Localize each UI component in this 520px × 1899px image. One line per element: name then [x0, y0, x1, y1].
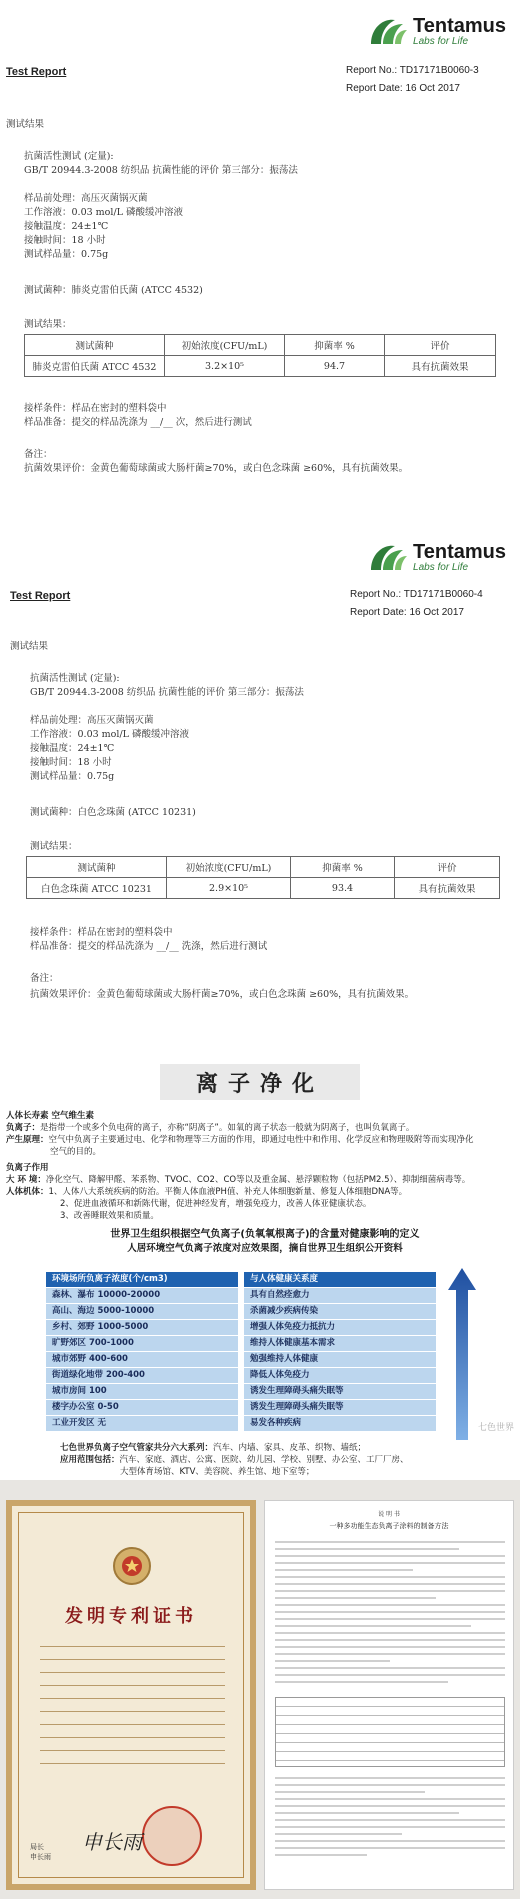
- certificate-text-lines: [40, 1646, 225, 1776]
- ion-banner: [160, 1064, 360, 1100]
- test-name: 抗菌活性测试 (定量):: [30, 673, 120, 684]
- ion-table-row: [46, 1400, 436, 1415]
- certificates-section: [0, 1480, 520, 1899]
- ion-table-cell: 具有自然痊愈力: [244, 1288, 436, 1303]
- ion-foot-text: 汽车、家庭、酒店、公寓、医院、幼儿园、学校、别墅、办公室、工厂厂房、: [119, 1455, 409, 1465]
- red-seal-icon: [142, 1806, 202, 1866]
- ion-line: [50, 1146, 101, 1158]
- ion-table-cell: 乡村、郊野 1000-5000: [46, 1320, 238, 1335]
- ion-line: [6, 1110, 94, 1122]
- ion-foot-line: [60, 1454, 409, 1466]
- test-standard: GB/T 20944.3-2008 纺织品 抗菌性能的评价 第三部分：振荡法: [30, 687, 304, 698]
- ion-table-cell: 维持人体健康基本需求: [244, 1336, 436, 1351]
- ion-table-cell: 易发各种疾病: [244, 1416, 436, 1431]
- table-cell: 2.9×10⁵: [167, 878, 291, 899]
- ion-line: [6, 1174, 516, 1186]
- report-meta: [350, 586, 483, 622]
- ion-line-text: 空气的目的。: [50, 1147, 102, 1157]
- logo-tagline: Labs for Life: [413, 36, 469, 47]
- ion-table-cell: 森林、瀑布 10000-20000: [46, 1288, 238, 1303]
- patent-specification: [264, 1500, 514, 1890]
- ion-line: [6, 1122, 516, 1134]
- ion-purification-section: [0, 1050, 520, 1480]
- contact-temperature: 接触温度：24±1℃: [30, 743, 115, 754]
- table-header: 抑菌率 %: [285, 335, 385, 356]
- certificate-title: 发明专利证书: [65, 1606, 197, 1627]
- director-signature: 申长雨: [82, 1830, 142, 1854]
- table-row: [27, 878, 500, 899]
- test-strain: 测试菌种：肺炎克雷伯氏菌 (ATCC 4532): [24, 285, 203, 296]
- report-date: Report Date: 16 Oct 2017: [350, 607, 464, 618]
- sample-preparation: 样品准备：提交的样品洗涤为 __/__ 次，然后进行测试: [24, 417, 252, 428]
- tentamus-logo: [365, 540, 506, 576]
- ion-line-label: 产生原理：: [6, 1135, 49, 1145]
- specification-title: 一种多功能生态负离子涂料的制备方法: [329, 1522, 449, 1530]
- table-cell: 白色念珠菌 ATCC 10231: [27, 878, 167, 899]
- specification-text-block: [275, 1541, 505, 1688]
- contact-time: 接触时间：18 小时: [24, 235, 106, 246]
- ion-line-text: 3、改善睡眠效果和质量。: [60, 1211, 159, 1221]
- ion-table-header: 与人体健康关系度: [244, 1272, 436, 1287]
- contact-time: 接触时间：18 小时: [30, 757, 112, 768]
- ion-table-row: [46, 1288, 436, 1303]
- ion-table-row: [46, 1416, 436, 1431]
- test-report-2: [0, 530, 520, 1050]
- ion-table-row: [46, 1352, 436, 1367]
- table-header: 测试菌种: [27, 857, 167, 878]
- table-cell: 93.4: [291, 878, 395, 899]
- ion-line-label: 负离子：: [6, 1123, 41, 1133]
- ion-line-label: 负离子作用: [6, 1163, 49, 1173]
- report-title: Test Report: [10, 590, 71, 602]
- working-solution: 工作溶液：0.03 mol/L 磷酸缓冲溶液: [24, 207, 183, 218]
- note-text: 抗菌效果评价：金黄色葡萄球菌或大肠杆菌≥70%，或白色念珠菌 ≥60%，具有抗菌效果。: [30, 989, 415, 1000]
- ion-line: [6, 1134, 516, 1146]
- logo-tagline: Labs for Life: [413, 562, 469, 573]
- table-cell: 肺炎克雷伯氏菌 ATCC 4532: [25, 356, 165, 377]
- ion-foot-text: 大型体育场馆、KTV、美容院、养生馆、地下室等；: [120, 1467, 315, 1477]
- tentamus-logo: [365, 14, 506, 50]
- ion-foot-label: 应用范围包括：: [60, 1455, 120, 1465]
- table-cell: 具有抗菌效果: [385, 356, 496, 377]
- table-header: 评价: [395, 857, 500, 878]
- sample-mass: 测试样品量：0.75g: [30, 771, 115, 782]
- ion-table-row: [46, 1320, 436, 1335]
- table-cell: 3.2×10⁵: [165, 356, 285, 377]
- specification-table: [275, 1697, 505, 1767]
- ion-table-cell: 杀菌减少疾病传染: [244, 1304, 436, 1319]
- ion-table-cell: 城市房间 100: [46, 1384, 238, 1399]
- receipt-condition: 接样条件：样品在密封的塑料袋中: [24, 403, 167, 414]
- ion-line-text: 2、促进血液循环和新陈代谢，促进神经发育，增强免疫力，改善人体亚健康状态。: [60, 1199, 372, 1209]
- ion-table-header: 环境场所负离子浓度(个/cm3): [46, 1272, 238, 1287]
- logo-name: Tentamus: [413, 541, 506, 563]
- table-header: 抑菌率 %: [291, 857, 395, 878]
- note-label: 备注：: [30, 973, 59, 984]
- ion-table-cell: 旷野郊区 700-1000: [46, 1336, 238, 1351]
- sample-preparation: 样品准备：提交的样品洗涤为 __/__ 洗涤，然后进行测试: [30, 941, 268, 952]
- ion-table-header-row: [46, 1272, 436, 1287]
- table-cell: 具有抗菌效果: [395, 878, 500, 899]
- ion-table-cell: 增强人体免疫力抵抗力: [244, 1320, 436, 1335]
- tentamus-globe-icon: [365, 540, 409, 576]
- national-emblem-icon: [112, 1546, 152, 1586]
- ion-table-cell: 城市郊野 400-600: [46, 1352, 238, 1367]
- table-cell: 94.7: [285, 356, 385, 377]
- ion-table-cell: 勉强维持人体健康: [244, 1352, 436, 1367]
- ion-line-label: 人体机体：: [6, 1187, 49, 1197]
- report-date: Report Date: 16 Oct 2017: [346, 83, 460, 94]
- test-strain: 测试菌种：白色念珠菌 (ATCC 10231): [30, 807, 196, 818]
- ion-line-text: 净化空气、降解甲醛、苯系物、TVOC、CO2、CO等以及重金属、悬浮颗粒物（包括PM2.5）、抑制细菌病毒等。: [45, 1175, 471, 1185]
- ion-table-row: [46, 1368, 436, 1383]
- result-table: [24, 334, 496, 377]
- sample-pretreatment: 样品前处理：高压灭菌锅灭菌: [30, 715, 154, 726]
- ion-table-cell: 高山、海边 5000-10000: [46, 1304, 238, 1319]
- result-label: 测试结果：: [24, 319, 72, 330]
- ion-table-cell: 街道绿化地带 200-400: [46, 1368, 238, 1383]
- ion-foot-text: 汽车、内墙、家具、皮革、织物、墙纸；: [213, 1443, 367, 1453]
- sample-mass: 测试样品量：0.75g: [24, 249, 109, 260]
- sample-pretreatment: 样品前处理：高压灭菌锅灭菌: [24, 193, 148, 204]
- table-header-row: [27, 857, 500, 878]
- report-number: Report No.: TD17171B0060-3: [346, 65, 479, 76]
- watermark: 七色世界: [477, 1423, 514, 1433]
- section-heading: 测试结果: [6, 119, 45, 130]
- tentamus-globe-icon: [365, 14, 409, 50]
- ion-line-label: 大 环 境：: [6, 1175, 46, 1185]
- ion-line-text: 空气中负离子主要通过电、化学和物理等三方面的作用，即通过电性中和作用、化学反应和物理吸附等而实现净化: [48, 1135, 474, 1145]
- note-text: 抗菌效果评价：金黄色葡萄球菌或大肠杆菌≥70%，或白色念珠菌 ≥60%，具有抗菌效果。: [24, 463, 409, 474]
- ion-panel-heading: 世界卫生组织根据空气负离子(负氧氧根离子)的含量对健康影响的定义: [110, 1229, 420, 1240]
- ion-table-row: [46, 1304, 436, 1319]
- ion-foot-line: [60, 1442, 366, 1454]
- specification-heading: 说 明 书: [378, 1511, 400, 1518]
- receipt-condition: 接样条件：样品在密封的塑料袋中: [30, 927, 173, 938]
- ion-line-text: 1、人体八大系统疾病的防治。平衡人体血液PH值、补充人体细胞新量、修复人体细胞DNA等。: [48, 1187, 408, 1197]
- ion-table-cell: 工业开发区 无: [46, 1416, 238, 1431]
- result-label: 测试结果：: [30, 841, 78, 852]
- contact-temperature: 接触温度：24±1℃: [24, 221, 109, 232]
- test-name: 抗菌活性测试 (定量):: [24, 151, 114, 162]
- table-header: 初始浓度(CFU/mL): [167, 857, 291, 878]
- ion-line: [60, 1198, 371, 1210]
- ion-table-row: [46, 1384, 436, 1399]
- ion-line-label: 人体长寿素 空气维生素: [6, 1111, 94, 1121]
- ion-line: [60, 1210, 159, 1222]
- test-report-1: [0, 0, 520, 530]
- signature-label: 局长 申长雨: [30, 1843, 51, 1861]
- patent-certificate: [6, 1500, 256, 1890]
- ion-foot-line: [120, 1466, 314, 1478]
- ion-table-cell: 诱发生理障碍头痛失眠等: [244, 1384, 436, 1399]
- note-label: 备注：: [24, 449, 53, 460]
- ion-line: [6, 1162, 49, 1174]
- ion-table-row: [46, 1336, 436, 1351]
- ion-table-cell: 诱发生理障碍头痛失眠等: [244, 1400, 436, 1415]
- table-row: [25, 356, 496, 377]
- report-number: Report No.: TD17171B0060-4: [350, 589, 483, 600]
- report-title: Test Report: [6, 66, 67, 78]
- ion-table-cell: 楼字办公室 0-50: [46, 1400, 238, 1415]
- ion-concentration-panel: [40, 1228, 490, 1438]
- table-header: 评价: [385, 335, 496, 356]
- ion-table: [46, 1272, 436, 1432]
- section-heading: 测试结果: [10, 641, 49, 652]
- ion-foot-label: 七色世界负离子空气管家共分六大系列：: [60, 1443, 214, 1453]
- ion-line-text: 是指带一个或多个负电荷的离子，亦称“阴离子”。如氧的离子状态一般就为阴离子，也叫负氧离子。: [40, 1123, 415, 1133]
- test-standard: GB/T 20944.3-2008 纺织品 抗菌性能的评价 第三部分：振荡法: [24, 165, 298, 176]
- table-header: 初始浓度(CFU/mL): [165, 335, 285, 356]
- table-header-row: [25, 335, 496, 356]
- table-header: 测试菌种: [25, 335, 165, 356]
- result-table: [26, 856, 500, 899]
- logo-name: Tentamus: [413, 15, 506, 37]
- working-solution: 工作溶液：0.03 mol/L 磷酸缓冲溶液: [30, 729, 189, 740]
- ion-line: [6, 1186, 516, 1198]
- ion-table-cell: 降低人体免疫力: [244, 1368, 436, 1383]
- specification-text-block: [275, 1777, 505, 1861]
- ion-panel-subheading: 人居环境空气负离子浓度对应效果图，摘自世界卫生组织公开资料: [127, 1243, 403, 1254]
- ion-banner-title: 离子净化: [195, 1071, 324, 1097]
- report-meta: [346, 62, 479, 98]
- up-arrow-icon: [448, 1268, 476, 1440]
